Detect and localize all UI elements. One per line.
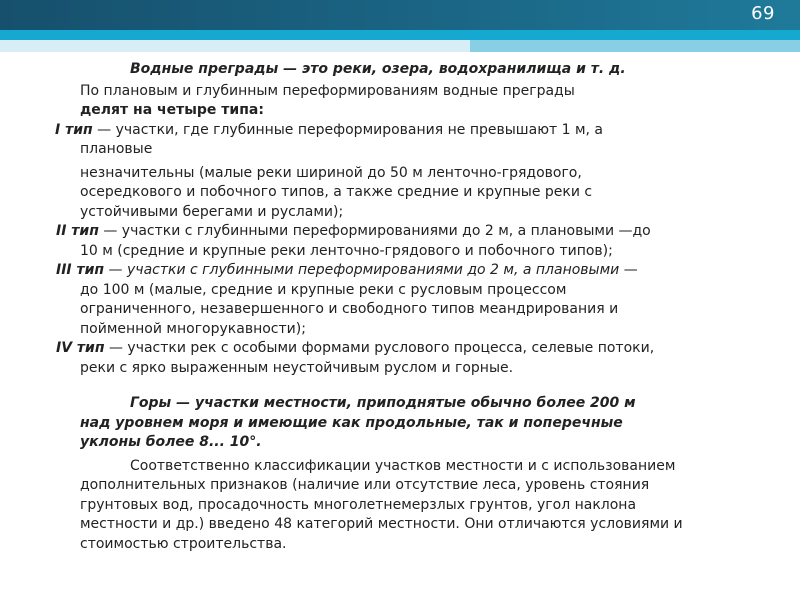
type4-label: IV тип — [56, 340, 105, 356]
header-light-bar — [0, 40, 470, 52]
section-gap — [56, 378, 756, 394]
type4-line2: реки с ярко выраженным неустойчивым руслом и горные. — [80, 359, 514, 376]
type2-text-1: — участки с глубинными переформированиями до 2 м, а плановыми —до — [98, 223, 651, 239]
classification-line3: грунтовых вод, просадочность многолетнемерзлых грунтов, угол наклона — [80, 496, 637, 513]
type1-text-1: — участки, где глубинные переформирования не превышают 1 м, а — [92, 121, 603, 138]
classification-line5: стоимостью строительства. — [80, 535, 287, 552]
header-accent-bar — [470, 40, 800, 52]
type4-text-1: — участки рек с особыми формами руслового процесса, селевые потоки, — [104, 340, 655, 356]
water-barriers-heading: Водные преграды — это реки, озера, водохранилища и т. д. — [130, 61, 626, 77]
mountains-heading-line1: Горы — участки местности, приподнятые обычно более 200 м — [130, 395, 636, 411]
page-number: 69 — [751, 3, 775, 24]
header-stripe — [0, 30, 800, 40]
header-band — [0, 0, 800, 30]
type3-line2: до 100 м (малые, средние и крупные реки с русловым процессом — [80, 281, 567, 298]
intro-line-2: делят на четыре типа: — [80, 102, 264, 118]
type1-label: I тип — [55, 121, 93, 138]
type3-line1 — [56, 261, 756, 281]
type3-line3: ограниченного, незавершенного и свободного типов меандрирования и — [80, 301, 619, 317]
slide-content — [56, 60, 756, 554]
type2-label: II тип — [56, 223, 99, 239]
classification-line1: Соответственно классификации участков местности и с использованием — [130, 457, 676, 474]
type1-line3: незначительны (малые реки шириной до 50 м ленточно-грядового, — [80, 164, 582, 181]
type1-line4: осередкового и побочного типов, а также средние и крупные реки с — [80, 184, 593, 200]
intro-text-1: По плановым и глубинным переформированиям водные преграды — [80, 82, 575, 99]
type3-text-1: — участки с глубинными переформированиями до 2 м, а плановыми — — [104, 262, 638, 278]
mountains-heading-line2: над уровнем моря и имеющие как продольные, так и поперечные — [80, 414, 623, 431]
classification-line2: дополнительных признаков (наличие или отсутствие леса, уровень стояния — [80, 477, 650, 493]
type1-line5: устойчивыми берегами и руслами); — [80, 203, 344, 220]
type3-line4: пойменной многорукавности); — [80, 320, 306, 337]
type2-line2: 10 м (средние и крупные реки ленточно-грядового и побочного типов); — [80, 242, 613, 259]
intro-line — [56, 82, 756, 102]
type3-label: III тип — [56, 262, 105, 278]
type4-line1 — [56, 339, 756, 359]
mountains-heading-line3: уклоны более 8... 10°. — [80, 434, 262, 450]
classification-line4: местности и др.) введено 48 категорий местности. Они отличаются условиями и — [80, 516, 683, 532]
type2-line1 — [56, 222, 756, 242]
type1-line1 — [55, 121, 756, 141]
type1-line2: плановые — [80, 141, 153, 157]
